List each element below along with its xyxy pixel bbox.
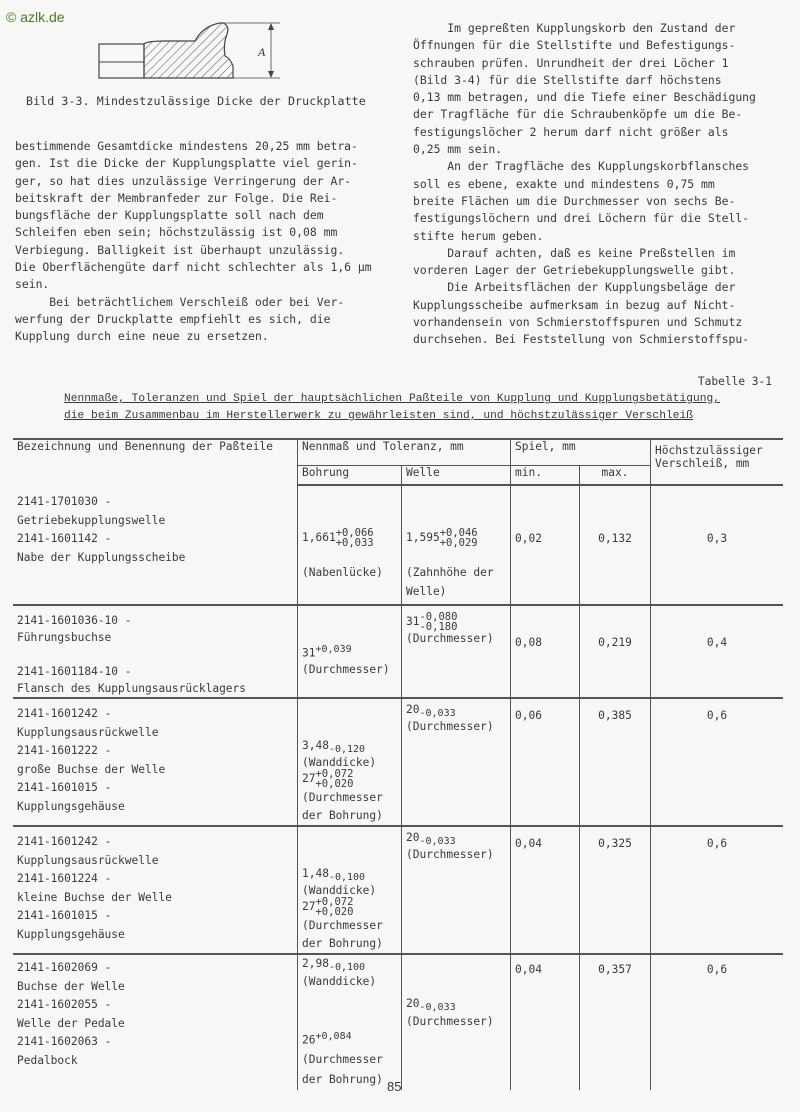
bore-wall-lower-tolerance: -0,100 — [328, 872, 366, 884]
header-wear: Höchstzulässiger Verschleiß, mm — [651, 439, 784, 485]
bore-wall-note: (Wanddicke) — [302, 974, 377, 988]
pressure-plate-cross-section-figure — [95, 14, 285, 84]
clearance-max: 0,132 — [580, 485, 651, 605]
bore-upper-tolerance: +0,039 — [315, 644, 352, 655]
shaft-nominal: 1,595 — [406, 531, 440, 544]
dimension-label: A — [258, 45, 266, 59]
shaft-lower-tolerance: +0,029 — [439, 537, 478, 549]
part-designations: 2141-1701030 - Getriebekupplungswelle 2141-1601142 - Nabe der Kupplungsscheibe — [17, 495, 186, 564]
clearance-min: 0,02 — [511, 485, 580, 605]
max-wear: 0,6 — [651, 954, 784, 1090]
header-clearance: Spiel, mm — [511, 439, 651, 466]
max-wear: 0,3 — [651, 485, 784, 605]
shaft-lower-tolerance: -0,033 — [419, 708, 456, 720]
clearance-min: 0,04 — [511, 954, 580, 1090]
plate-profile — [99, 23, 233, 78]
left-column-text: bestimmende Gesamtdicke mindestens 20,25 mm betra- gen. Ist die Dicke der Kupplungsplatte viel gerin- ger, so hat dies unzulässige Verringerung der Ar- beitskraft der Membranfeder zur Folge. Die Rei- bungsfläche der Kupplungsplatte soll nach dem Schleifen eben sein; höchstzulässig ist 0,08 mm Verbiegung. Balligkeit ist überhaupt unzulässig. Die Oberflächengüte darf nicht schlechter als 1,6 µm sein. Bei beträchtlichem Verschleiß oder bei Ver- werfung der Druckplatte empfiehlt es sich, die Kupplung durch eine neue zu ersetzen. — [15, 139, 372, 344]
max-wear: 0,6 — [651, 698, 784, 826]
clearance-max: 0,385 — [580, 698, 651, 826]
bore-wall-note: (Wanddicke) — [302, 756, 377, 770]
bore-diameter-upper-tolerance: +0,072 — [315, 768, 354, 781]
shaft-note: (Zahnhöhe der Welle) — [406, 566, 494, 598]
shaft-upper-tolerance: +0,046 — [439, 527, 478, 539]
part-designations: 2141-1601242 - Kupplungsausrückwelle 2141-1601222 - große Buchse der Welle 2141-1601015 - Kupplungsgehäuse — [17, 707, 166, 813]
table-number: Tabelle 3-1 — [697, 375, 772, 388]
header-min: min. — [511, 466, 580, 486]
header-max: max. — [580, 466, 651, 486]
table-title: Nennmaße, Toleranzen und Spiel der hauptsächlichen Paßteile von Kupplung und Kupplungsbetätigung, die beim Zusammenbau im Herstellerwerk zu gewährleisten sind, und höchstzulässiger Verschleiß — [64, 393, 721, 422]
header-designation: Bezeichnung und Benennung der Paßteile — [13, 439, 298, 485]
header-shaft: Welle — [402, 466, 511, 486]
shaft-note: (Durchmesser) — [406, 720, 494, 734]
bore-diameter-note: (Durchmesser der Bohrung) — [302, 919, 383, 951]
bore-diameter-lower-tolerance: +0,020 — [315, 778, 354, 791]
shaft-nominal: 31 — [406, 615, 420, 628]
shaft-nominal: 20 — [406, 997, 420, 1011]
shaft-lower-tolerance: -0,033 — [419, 836, 456, 848]
table-row — [13, 485, 783, 605]
table-row — [13, 826, 783, 954]
figure-caption: Bild 3-3. Mindestzulässige Dicke der Druckplatte — [26, 94, 366, 108]
fit-tolerance-table — [13, 438, 783, 1090]
bore-nominal: 31 — [302, 646, 316, 660]
clearance-min: 0,08 — [511, 605, 580, 698]
bore-wall-note: (Wanddicke) — [302, 884, 377, 898]
shaft-lower-tolerance: -0,033 — [419, 1002, 456, 1014]
part-designations: 2141-1601036-10 - Führungsbuchse 2141-1601184-10 - Flansch des Kupplungsausrücklagers — [17, 614, 247, 695]
bore-note: (Nabenlücke) — [302, 566, 383, 579]
max-wear: 0,4 — [651, 605, 784, 698]
shaft-note: (Durchmesser) — [406, 1014, 494, 1028]
bore-diameter-upper-tolerance: +0,084 — [315, 1030, 352, 1042]
shaft-upper-tolerance: -0,080 — [419, 611, 458, 623]
clearance-max: 0,219 — [580, 605, 651, 698]
table-row — [13, 954, 783, 1090]
shaft-note: (Durchmesser) — [406, 632, 494, 645]
max-wear: 0,6 — [651, 826, 784, 954]
bore-nominal: 1,661 — [302, 531, 336, 544]
page-number: 85 — [387, 1079, 402, 1094]
bore-wall-lower-tolerance: -0,120 — [328, 744, 366, 756]
shaft-nominal: 20 — [406, 703, 420, 716]
bore-note: (Durchmesser) — [302, 662, 390, 676]
bore-diameter-nominal: 27 — [302, 900, 316, 914]
bore-wall-lower-tolerance: -0,100 — [328, 962, 366, 974]
clearance-min: 0,06 — [511, 698, 580, 826]
shaft-nominal: 20 — [406, 831, 420, 845]
header-nominal: Nennmaß und Toleranz, mm — [298, 439, 511, 466]
bore-diameter-note: (Durchmesser der Bohrung) — [302, 1053, 383, 1087]
bore-lower-tolerance: +0,033 — [335, 537, 374, 549]
bore-wall-nominal: 1,48 — [302, 867, 329, 881]
right-column-text: Im gepreßten Kupplungskorb den Zustand der Öffnungen für die Stellstifte und Befestigungs- schrauben prüfen. Unrundheit der drei Löcher 1 (Bild 3-4) für die Stellstifte darf höchstens 0,13 mm betragen, und die Tiefe einer Beschädigung der Tragfläche für die Schraubenköpfe um die Be- festigungslöcher 2 herum darf nicht größer als 0,25 mm sein. An der Tragfläche des Kupplungskorbflansches soll es ebene, exakte und mindestens 0,75 mm breite Flächen um die Durchmesser von sechs Be- festigungslöchern und drei Löchern für die Stell- stifte herum geben. Darauf achten, daß es keine Preßstellen im vorderen Lager der Getriebekupplungswelle gibt. Die Arbeitsflächen der Kupplungsbeläge der Kupplungsscheibe aufmerksam in bezug auf Nicht- vorhandensein von Schmierstoffspuren und Schmutz durchsehen. Bei Feststellung von Schmierstoffspu- — [413, 21, 756, 347]
shaft-note: (Durchmesser) — [406, 848, 494, 862]
bore-diameter-note: (Durchmesser der Bohrung) — [302, 791, 383, 823]
clearance-max: 0,357 — [580, 954, 651, 1090]
bore-wall-nominal: 2,98 — [302, 957, 329, 971]
table-header-row — [13, 439, 783, 466]
clearance-min: 0,04 — [511, 826, 580, 954]
bore-diameter-nominal: 26 — [302, 1033, 316, 1047]
bore-diameter-lower-tolerance: +0,020 — [315, 906, 354, 919]
part-designations: 2141-1602069 - Buchse der Welle 2141-1602055 - Welle der Pedale 2141-1602063 - Pedalbock — [17, 961, 125, 1067]
bore-diameter-upper-tolerance: +0,072 — [315, 896, 354, 909]
header-bore: Bohrung — [298, 466, 402, 486]
table-row — [13, 698, 783, 826]
table-row — [13, 605, 783, 698]
part-designations: 2141-1601242 - Kupplungsausrückwelle 2141-1601224 - kleine Buchse der Welle 2141-1601015 - Kupplungsgehäuse — [17, 835, 172, 941]
bore-diameter-nominal: 27 — [302, 772, 316, 786]
bore-wall-nominal: 3,48 — [302, 739, 329, 752]
watermark: © azlk.de — [6, 9, 65, 25]
clearance-max: 0,325 — [580, 826, 651, 954]
shaft-lower-tolerance: -0,180 — [419, 621, 458, 633]
bore-upper-tolerance: +0,066 — [335, 527, 374, 539]
